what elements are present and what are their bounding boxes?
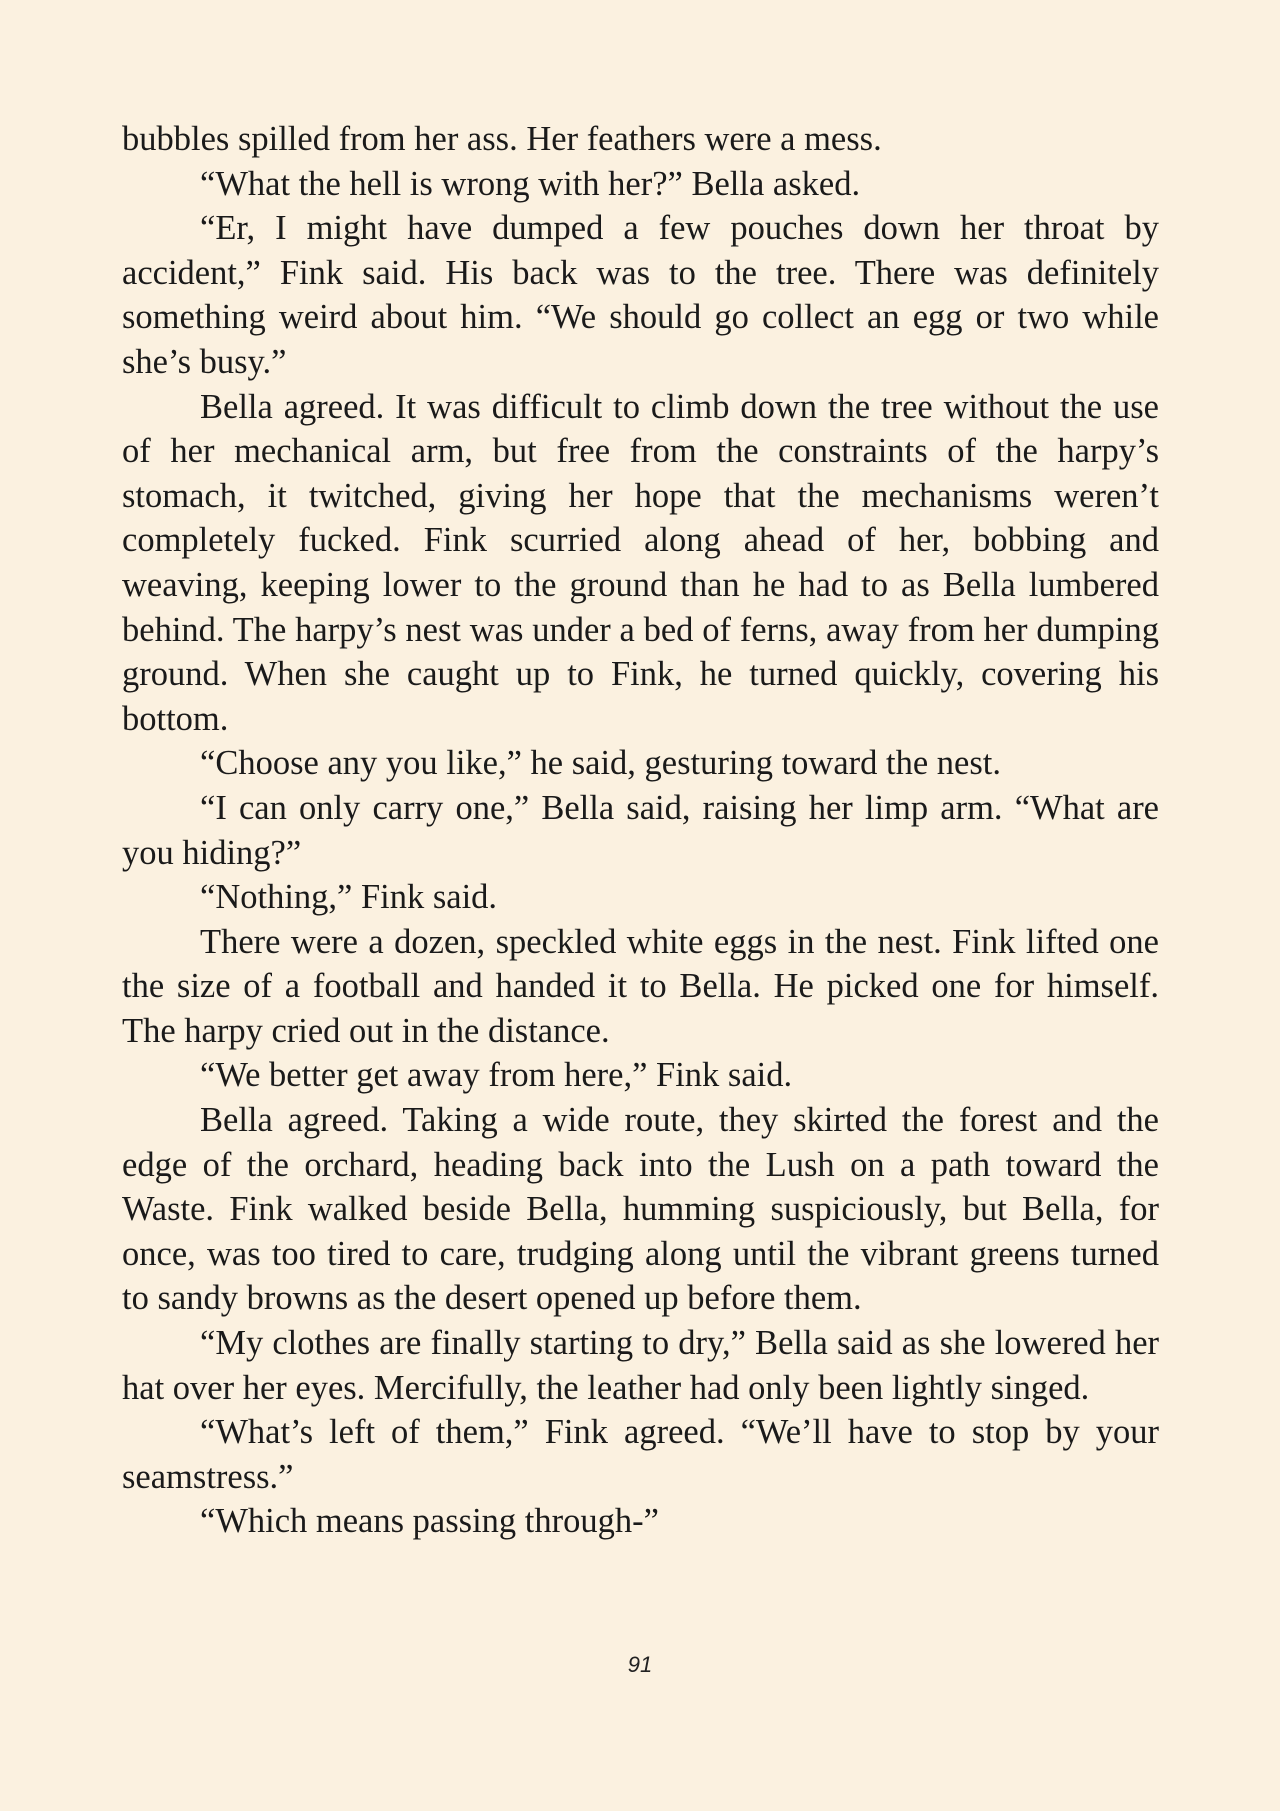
paragraph: “We better get away from here,” Fink said.: [200, 1056, 793, 1095]
paragraph: “Er, I might have dumped a few pouches down her throat by accident,” Fink said. His back was to the tree. There was definitely something weird about him. “We should go collect an egg or two while she’s busy.”: [122, 209, 1159, 381]
paragraph: “What the hell is wrong with her?” Bella asked.: [200, 164, 861, 203]
paragraph: “My clothes are finally starting to dry,” Bella said as she lowered her hat over her eyes. Mercifully, the leather had only been lightly singed.: [122, 1324, 1159, 1407]
paragraph: “I can only carry one,” Bella said, raising her limp arm. “What are you hiding?”: [122, 788, 1159, 872]
paragraph: “Choose any you like,” he said, gesturing toward the nest.: [200, 744, 1001, 783]
paragraph: bubbles spilled from her ass. Her feathers were a mess.: [122, 120, 882, 158]
page-number: 91: [627, 1652, 653, 1677]
paragraph: “Which means passing through-”: [200, 1502, 659, 1541]
paragraph: There were a dozen, speckled white eggs in the nest. Fink lifted one the size of a football and handed it to Bella. He picked one for himself. The harpy cried out in the distance.: [122, 922, 1159, 1050]
paragraph: “What’s left of them,” Fink agreed. “We’ll have to stop by your seamstress.”: [122, 1413, 1159, 1496]
paragraph: Bella agreed. Taking a wide route, they skirted the forest and the edge of the orchard, heading back into the Lush on a path toward the Waste. Fink walked beside Bella, humming suspiciously, but Bella, for once, was too tired to care, trudging along until the vibrant greens turned to sandy browns as the desert opened up before them.: [122, 1101, 1159, 1318]
paragraph: Bella agreed. It was difficult to climb down the tree without the use of her mechanical arm, but free from the constraints of the harpy’s stomach, it twitched, giving her hope that the mechanisms weren’t completely fucked. Fink scurried along ahead of her, bobbing and weaving, keeping lower to the ground than he had to as Bella lumbered behind. The harpy’s nest was under a bed of ferns, away from her dumping ground. When she caught up to Fink, he turned quickly, covering his bottom.: [122, 387, 1159, 738]
book-page-text: [122, 117, 1159, 1544]
paragraph: “Nothing,” Fink said.: [200, 878, 498, 917]
